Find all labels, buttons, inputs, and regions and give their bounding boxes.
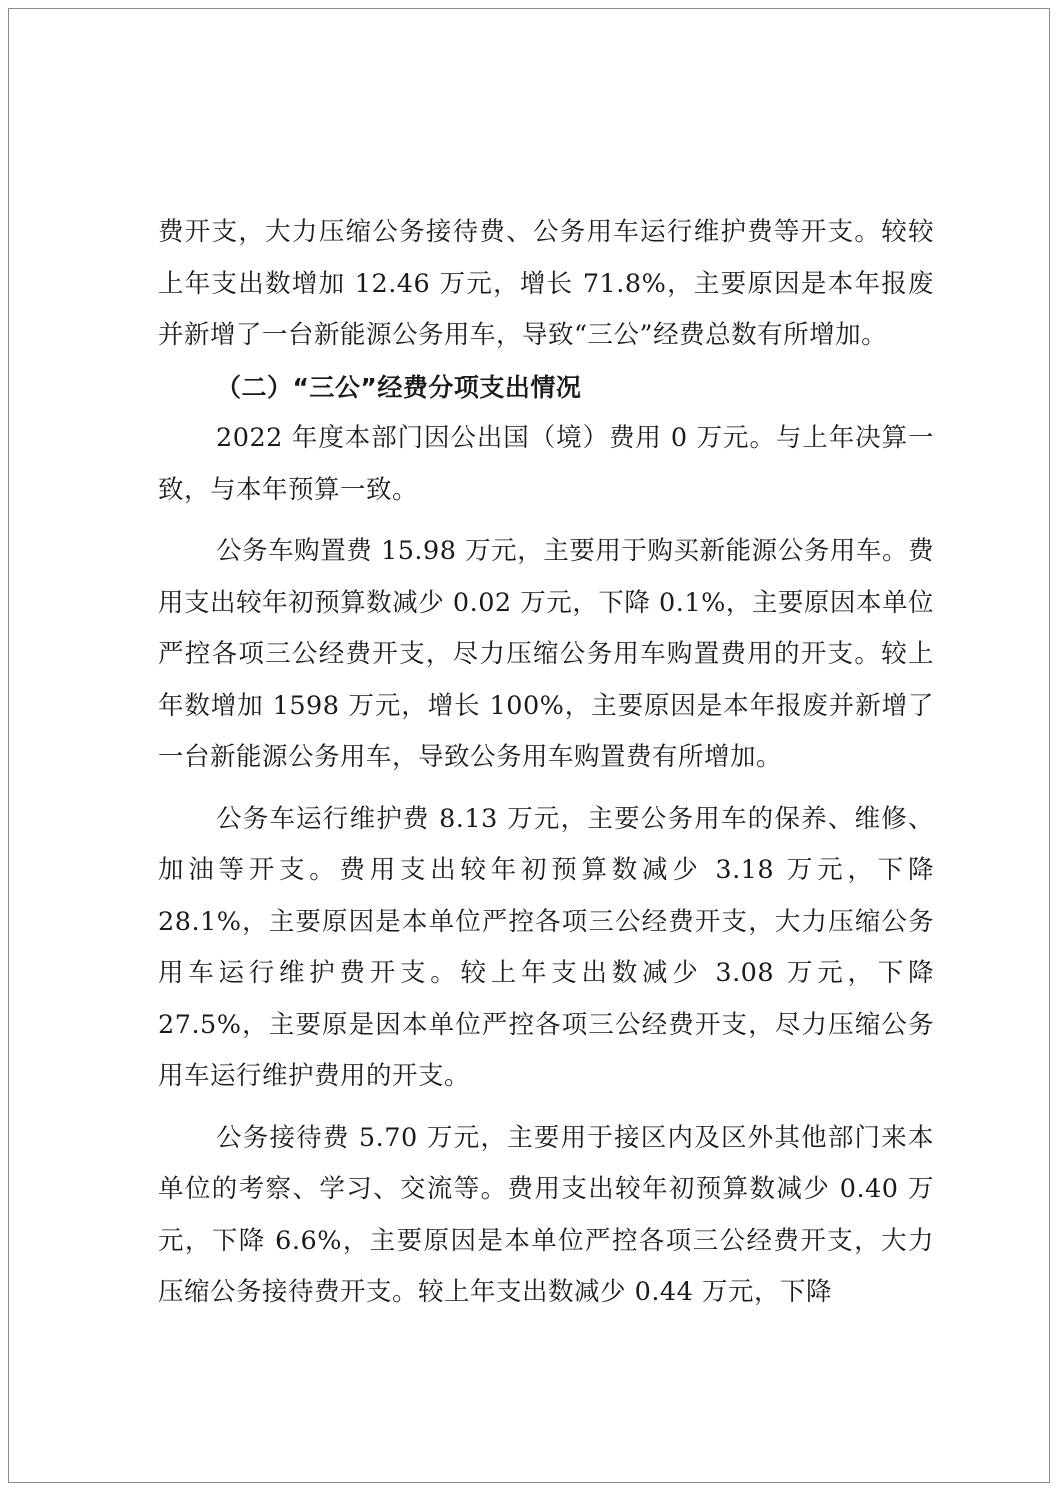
paragraph-vehicle-purchase: 公务车购置费 15.98 万元，主要用于购买新能源公务用车。费用支出较年初预算数减少 0.02 万元，下降 0.1%，主要原因本单位严控各项三公经费开支，尽力压缩公务用车购置费用的开支。较上年数增加 1598 万元，增长 100%，主要原因是本年报废并新增了一台新能源公务用车，导致公务用车购置费有所增加。 [158,536,934,772]
section-heading: （二）“三公”经费分项支出情况 [216,372,582,402]
document-page [8,8,1050,1483]
paragraph-vehicle-maintenance: 公务车运行维护费 8.13 万元，主要公务用车的保养、维修、加油等开支。费用支出较年初预算数减少 3.18 万元，下降 28.1%，主要原因是本单位严控各项三公经费开支，大力压缩公务用车运行维护费开支。较上年支出数减少 3.08 万元，下降 27.5%，主要原是因本单位严控各项三公经费开支，尽力压缩公务用车运行维护费用的开支。 [158,803,934,1091]
paragraph-continued: 费开支，大力压缩公务接待费、公务用车运行维护费等开支。较较上年支出数增加 12.46 万元，增长 71.8%，主要原因是本年报废并新增了一台新能源公务用车，导致“三公”经费总数有所增加。 [158,217,934,350]
paragraph-reception: 公务接待费 5.70 万元，主要用于接区内及区外其他部门来本单位的考察、学习、交流等。费用支出较年初预算数减少 0.40 万元，下降 6.6%，主要原因是本单位严控各项三公经费开支，大力压缩公务接待费开支。较上年支出数减少 0.44 万元，下降 [158,1122,934,1307]
document-body [158,207,934,1319]
paragraph-overseas-travel: 2022 年度本部门因公出国（境）费用 0 万元。与上年决算一致，与本年预算一致。 [158,423,934,505]
